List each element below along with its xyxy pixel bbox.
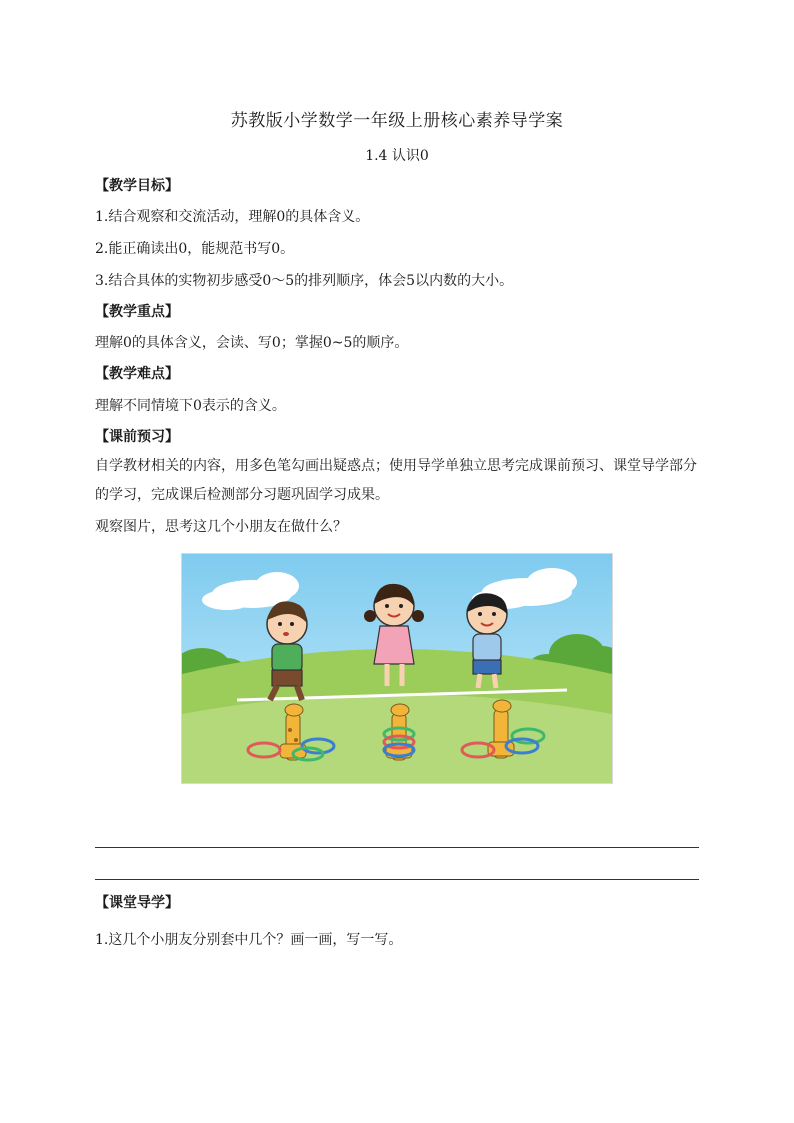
answer-line-1 [95, 847, 699, 848]
preview-text: 自学教材相关的内容，用多色笔勾画出疑惑点；使用导学单独立思考完成课前预习、课堂导学部分的学习，完成课后检测部分习题巩固学习成果。 [95, 458, 697, 503]
boy-left [267, 601, 307, 700]
answer-line-2 [95, 879, 699, 880]
document-title: 苏教版小学数学一年级上册核心素养导学案 [230, 111, 564, 131]
class-guide-heading: 【课堂导学】 [95, 895, 179, 911]
key-points-text: 理解0的具体含义，会读、写0；掌握0~5的顺序。 [95, 335, 409, 351]
goal-item-3: 3.结合具体的实物初步感受0～5的排列顺序，体会5以内数的大小。 [95, 273, 514, 289]
preview-heading: 【课前预习】 [95, 429, 179, 445]
difficulty-heading: 【教学难点】 [95, 366, 179, 382]
lesson-subtitle: 1.4 认识0 [365, 148, 429, 164]
goal-item-1: 1.结合观察和交流活动，理解0的具体含义。 [95, 209, 370, 225]
ring-toss-scene [182, 554, 612, 783]
key-points-heading: 【教学重点】 [95, 304, 179, 320]
goals-heading: 【教学目标】 [95, 178, 179, 194]
goal-item-2: 2.能正确读出0，能规范书写0。 [95, 241, 295, 257]
boy-right [467, 593, 507, 688]
class-guide-item-1: 1.这几个小朋友分别套中几个？画一画，写一写。 [95, 932, 403, 948]
ring-toss-illustration [181, 553, 613, 784]
difficulty-text: 理解不同情境下0表示的含义。 [95, 398, 286, 414]
preview-question: 观察图片，思考这几个小朋友在做什么？ [95, 519, 347, 535]
